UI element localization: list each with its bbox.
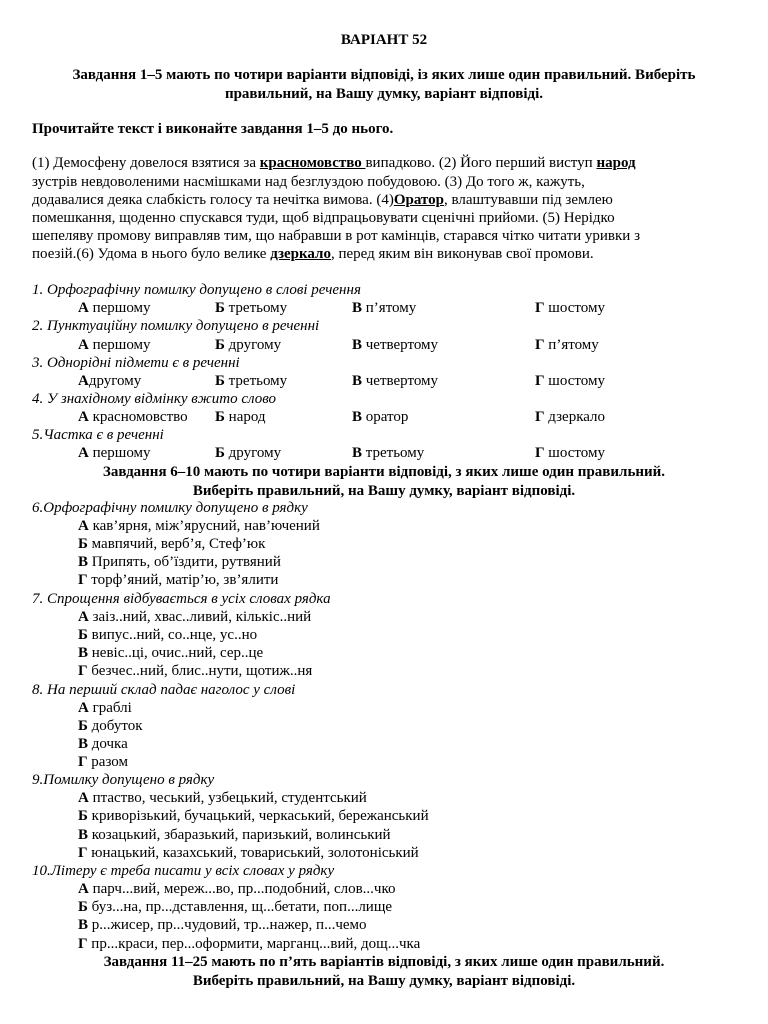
option-a[interactable] xyxy=(78,609,311,626)
keyword-dzerkalo: дзеркало xyxy=(270,246,331,262)
option-text: третьому xyxy=(224,300,288,316)
option-letter: В xyxy=(352,373,363,389)
option-letter: Г xyxy=(535,300,545,316)
option-b[interactable] xyxy=(78,627,257,644)
text-line-3 xyxy=(32,192,613,209)
question-1: 1. Орфографічну помилку допущено в слові речення xyxy=(32,282,361,298)
option-c[interactable] xyxy=(352,445,424,462)
option-d[interactable] xyxy=(78,845,419,862)
option-text: четвертому xyxy=(362,337,439,353)
option-letter: Б xyxy=(78,627,88,643)
instruction-3-line-1: Завдання 11–25 мають по п’ять варіантів відповіді, з яких лише один правильний. xyxy=(103,954,665,970)
text-fragment: поезій.(6) Удома в нього було велике xyxy=(32,246,271,262)
keyword-krasnomovstvo: красномовство xyxy=(259,155,366,171)
option-letter: В xyxy=(352,445,363,461)
question-5: 5.Частка є в реченні xyxy=(32,427,164,443)
option-letter: Б xyxy=(78,808,88,824)
option-letter: А xyxy=(78,790,89,806)
option-letter: А xyxy=(78,609,89,625)
option-letter: А xyxy=(78,518,89,534)
option-c[interactable] xyxy=(78,554,281,571)
option-letter: Б xyxy=(215,337,225,353)
option-letter: Г xyxy=(535,373,545,389)
question-9: 9.Помилку допущено в рядку xyxy=(32,772,215,788)
option-letter: В xyxy=(352,337,363,353)
option-b[interactable] xyxy=(215,409,266,426)
option-b[interactable] xyxy=(78,718,143,735)
option-text: торф’яний, матір’ю, зв’ялити xyxy=(87,572,279,588)
option-text: другому xyxy=(224,445,282,461)
instruction-3-line-2: Виберіть правильний, на Вашу думку, варіант відповіді. xyxy=(192,973,576,989)
instruction-2-line-1: Завдання 6–10 мають по чотири варіанти відповіді, з яких лише один правильний. xyxy=(102,464,666,480)
option-text: четвертому xyxy=(362,373,439,389)
option-a[interactable] xyxy=(78,790,367,807)
option-letter: В xyxy=(78,645,89,661)
option-text: буз...на, пр...дставлення, щ...бетати, поп...лище xyxy=(87,899,393,915)
option-text: юнацький, казахський, товариський, золотоніський xyxy=(87,845,419,861)
option-a[interactable] xyxy=(78,300,151,317)
question-7: 7. Спрощення відбувається в усіх словах рядка xyxy=(32,591,331,607)
option-text: першому xyxy=(88,300,151,316)
question-3: 3. Однорідні підмети є в реченні xyxy=(32,355,240,371)
option-letter: Г xyxy=(78,845,88,861)
text-line-2: зустрів невдоволеними насмішками над безглуздою побудовою. (3) До того ж, кажуть, xyxy=(32,174,585,190)
option-letter: Б xyxy=(78,899,88,915)
option-letter: В xyxy=(78,827,89,843)
text-line-5: шепеляву промову виправляв тим, що набравши в рот камінців, старався чітко читати уривки з xyxy=(32,228,640,244)
option-c[interactable] xyxy=(78,736,128,753)
option-d[interactable] xyxy=(78,572,278,589)
option-letter: В xyxy=(78,554,89,570)
option-text: мавпячий, верб’я, Стеф’юк xyxy=(87,536,266,552)
option-c[interactable] xyxy=(352,337,438,354)
option-text: п’ятому xyxy=(544,337,599,353)
option-text: першому xyxy=(88,337,151,353)
instruction-1-line-2: правильний, на Вашу думку, варіант відповіді. xyxy=(224,86,544,102)
text-fragment: , перед яким він виконував свої промови. xyxy=(330,246,594,262)
option-text: пр...краси, пер...оформити, марганц...вий, дощ...чка xyxy=(87,936,421,952)
option-text: випус..ний, со..нце, ус..но xyxy=(87,627,258,643)
option-letter: В xyxy=(352,409,363,425)
option-c[interactable] xyxy=(78,645,263,662)
option-b[interactable] xyxy=(78,808,429,825)
text-fragment: додавалися деяка слабкість голосу та нечітка вимова. (4) xyxy=(32,192,394,208)
text-line-6 xyxy=(32,246,594,263)
keyword-narod: народ xyxy=(596,155,636,171)
option-a[interactable] xyxy=(78,881,396,898)
option-text: козацький, збаразький, паризький, волинський xyxy=(88,827,391,843)
option-a[interactable] xyxy=(78,518,320,535)
question-6: 6.Орфографічну помилку допущено в рядку xyxy=(32,500,308,516)
option-letter: Б xyxy=(215,409,225,425)
option-letter: Г xyxy=(535,445,545,461)
option-text: третьому xyxy=(224,373,288,389)
option-text: другому xyxy=(88,373,142,389)
option-c[interactable] xyxy=(352,409,408,426)
option-d[interactable] xyxy=(535,445,605,462)
option-letter: В xyxy=(78,736,89,752)
option-text: шостому xyxy=(544,445,605,461)
option-text: Припять, об’їздити, рутвяний xyxy=(88,554,281,570)
option-text: добуток xyxy=(87,718,143,734)
question-10: 10.Літеру є треба писати у всіх словах у рядку xyxy=(32,863,335,879)
option-b[interactable] xyxy=(215,300,287,317)
option-text: другому xyxy=(224,337,282,353)
option-text: р...жисер, пр...чудовий, тр...нажер, п...чемо xyxy=(88,917,367,933)
option-b[interactable] xyxy=(78,899,392,916)
option-a[interactable] xyxy=(78,445,151,462)
option-letter: А xyxy=(78,337,89,353)
text-fragment: , влаштувавши під землею xyxy=(443,192,613,208)
instruction-2-line-2: Виберіть правильний, на Вашу думку, варіант відповіді. xyxy=(192,483,576,499)
option-letter: А xyxy=(78,881,89,897)
option-a[interactable] xyxy=(78,409,188,426)
option-letter: А xyxy=(78,373,89,389)
option-letter: Б xyxy=(78,536,88,552)
option-d[interactable] xyxy=(535,300,605,317)
option-c[interactable] xyxy=(78,827,391,844)
option-text: криворізький, бучацький, черкаський, бережанський xyxy=(87,808,429,824)
option-text: оратор xyxy=(362,409,409,425)
option-letter: А xyxy=(78,700,89,716)
option-b[interactable] xyxy=(215,445,281,462)
option-c[interactable] xyxy=(78,917,367,934)
option-letter: Г xyxy=(535,409,545,425)
option-text: разом xyxy=(87,754,128,770)
option-letter: Г xyxy=(78,572,88,588)
question-4: 4. У знахідному відмінку вжито слово xyxy=(32,391,277,407)
option-letter: Г xyxy=(78,936,88,952)
option-text: невіс..ці, очис..ний, сер..це xyxy=(88,645,264,661)
option-letter: Б xyxy=(215,300,225,316)
option-a[interactable] xyxy=(78,337,151,354)
text-fragment: випадково. (2) Його перший виступ xyxy=(365,155,597,171)
question-8: 8. На перший склад падає наголос у слові xyxy=(32,682,296,698)
option-text: шостому xyxy=(544,373,605,389)
option-c[interactable] xyxy=(352,373,438,390)
instruction-1-line-1: Завдання 1–5 мають по чотири варіанти відповіді, із яких лише один правильний. Виберіть xyxy=(72,67,696,83)
option-letter: В xyxy=(352,300,363,316)
option-text: безчес..ний, блис..нути, щотиж..ня xyxy=(87,663,313,679)
option-b[interactable] xyxy=(215,337,281,354)
option-letter: А xyxy=(78,445,89,461)
option-a[interactable] xyxy=(78,373,141,390)
option-d[interactable] xyxy=(78,936,420,953)
option-letter: Г xyxy=(78,754,88,770)
option-text: дзеркало xyxy=(544,409,606,425)
option-text: першому xyxy=(88,445,151,461)
option-c[interactable] xyxy=(352,300,416,317)
option-text: шостому xyxy=(544,300,605,316)
option-text: народ xyxy=(224,409,266,425)
option-b[interactable] xyxy=(215,373,287,390)
page-title: ВАРІАНТ 52 xyxy=(340,32,428,48)
keyword-orator: Оратор xyxy=(393,192,444,208)
reading-instruction: Прочитайте текст і виконайте завдання 1–5 до нього. xyxy=(32,121,394,137)
option-d[interactable] xyxy=(535,409,605,426)
option-letter: Г xyxy=(535,337,545,353)
option-b[interactable] xyxy=(78,536,265,553)
option-text: п’ятому xyxy=(362,300,417,316)
option-letter: Г xyxy=(78,663,88,679)
option-d[interactable] xyxy=(78,754,128,771)
text-line-4: помешкання, щоденно спускався туди, щоб відпрацьовувати сценічні прийоми. (5) Нерідко xyxy=(32,210,615,226)
text-line-1 xyxy=(32,155,636,172)
option-text: третьому xyxy=(362,445,425,461)
option-letter: А xyxy=(78,300,89,316)
option-d[interactable] xyxy=(535,337,599,354)
option-letter: Б xyxy=(215,373,225,389)
option-text: кав’ярня, між’ярусний, нав’ючений xyxy=(88,518,320,534)
option-letter: В xyxy=(78,917,89,933)
option-letter: А xyxy=(78,409,89,425)
option-text: красномовство xyxy=(88,409,188,425)
question-2: 2. Пунктуаційну помилку допущено в реченні xyxy=(32,318,320,334)
option-letter: Б xyxy=(215,445,225,461)
option-text: граблі xyxy=(88,700,132,716)
option-letter: Б xyxy=(78,718,88,734)
option-text: птаство, чеський, узбецький, студентський xyxy=(88,790,367,806)
option-d[interactable] xyxy=(535,373,605,390)
option-d[interactable] xyxy=(78,663,312,680)
option-a[interactable] xyxy=(78,700,132,717)
option-text: дочка xyxy=(88,736,128,752)
option-text: заіз..ний, хвас..ливий, кількіс..ний xyxy=(88,609,312,625)
option-text: парч...вий, мереж...во, пр...подобний, слов...чко xyxy=(88,881,396,897)
text-fragment: (1) Демосфену довелося взятися за xyxy=(32,155,260,171)
